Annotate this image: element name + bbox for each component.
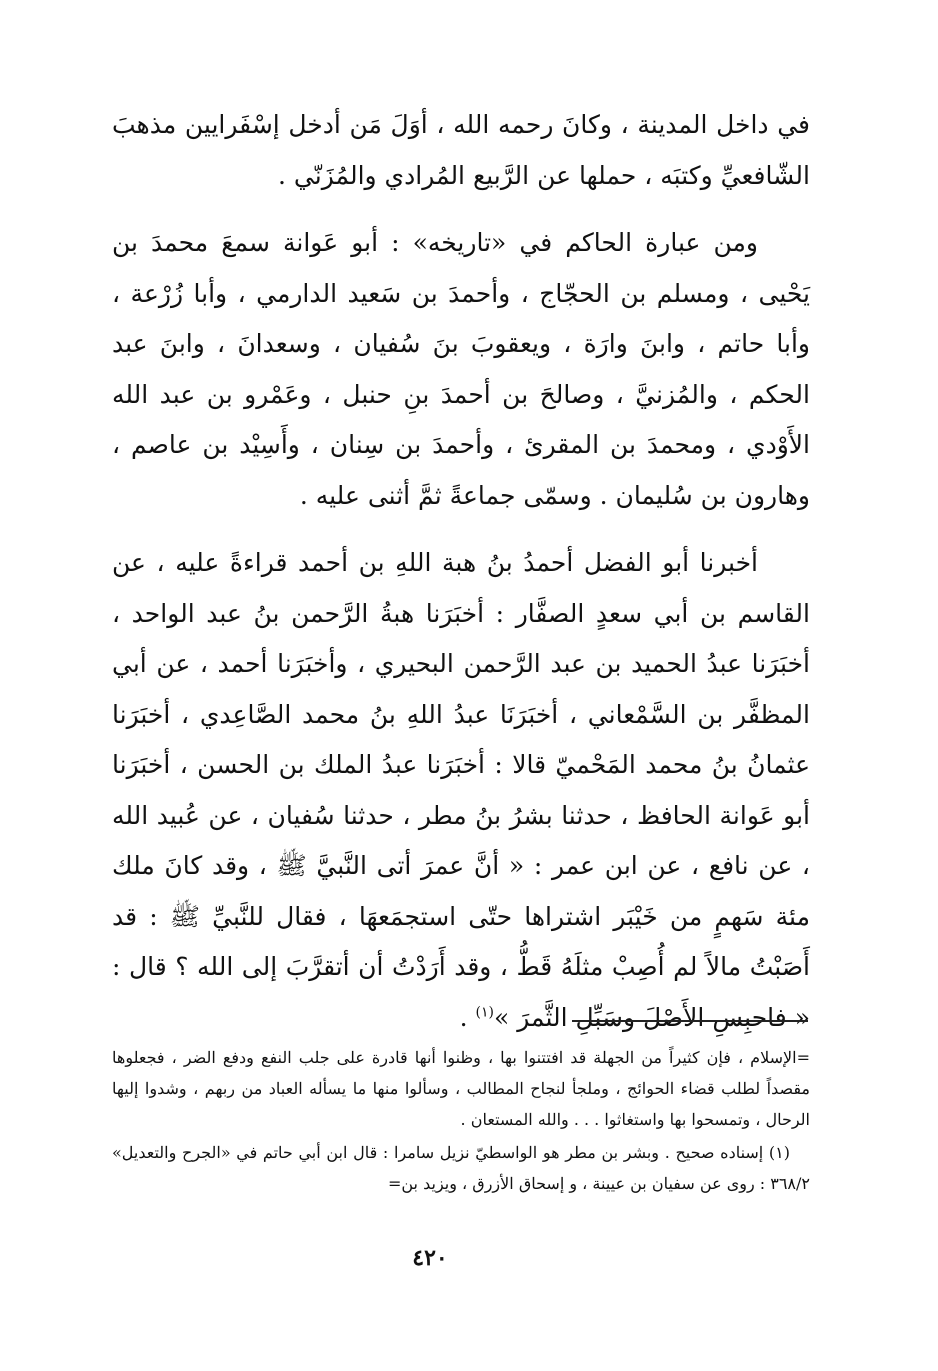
paragraph-3 [112, 538, 810, 1043]
page-number: ٤٢٠ [412, 1245, 448, 1271]
paragraph-2: ومن عبارة الحاكم في «تاريخه» : أبو عَوانة سمعَ محمدَ بن يَحْيى ، ومسلم بن الحجّاج ، وأحمدَ بن سَعيد الدارمي ، وأبا زُرْعة ، وأبا حاتم ، وابنَ وارَة ، ويعقوبَ بنَ سُفيان ، وسعدانَ ، وابنَ عبد الحكم ، والمُزنيَّ ، وصالحَ بن أحمدَ بنِ حنبل ، وعَمْرو بن عبد الله الأَوْدي ، ومحمدَ بن المقرئ ، وأحمدَ بن سِنان ، وأَسِيْد بن عاصم ، وهارون بن سُليمان . وسمّى جماعةً ثمَّ أثنى عليه . [112, 228, 810, 510]
paragraph-3-text: أخبرنا أبو الفضل أحمدُ بنُ هبة اللهِ بن أحمد قراءةً عليه ، عن القاسم بن أبي سعدٍ الصفَّار : أخبَرَنا هبةُ الرَّحمن بنُ عبد الواحد ، أخبَرَنا عبدُ الحميد بن عبد الرَّحمن البحيري ، وأخبَرَنا أحمد ، عن أبي المظفَّر بن السَّمْعاني ، أخبَرَنَا عبدُ اللهِ بنُ محمد الصَّاعِدي ، أخبَرَنا عثمانُ بنُ محمد المَحْميّ قالا : أخبَرَنا عبدُ الملك بن الحسن ، أخبَرَنا أبو عَوانة الحافظ ، حدثنا بشرُ بنُ مطر ، حدثنا سُفيان ، عن عُبيد الله ، عن نافع ، عن ابن عمر : « أنَّ عمرَ أتى النَّبيَّ ﷺ ، وقد كانَ ملك مئة سَهمٍ من خَيْبَر اشتراها حتّى استجمَعهَا ، فقال للنَّبيِّ ﷺ : قد أَصَبْتُ مالاً لم أُصِبْ مثلَهُ قَطُّ ، وقد أَرَدْتُ أن أتقرَّبَ إلى الله ؟ قال : « فاحبِسِ الأَصْلَ وسَبِّلِ الثَّمرَ » [112, 548, 810, 1032]
paragraph-3-end: . [459, 1002, 476, 1032]
footnote-divider [572, 1020, 808, 1022]
main-text-block [112, 100, 810, 1043]
footnotes-block [112, 1042, 810, 1199]
footnote-marker-1: (١) [475, 1004, 495, 1021]
footnote-1: (١) إسناده صحيح . وبشر بن مطر هو الواسطيّ نزيل سامرا : قال ابن أبي حاتم في «الجرح والتعديل» ٣٦٨/٢ : روى عن سفيان بن عيينة ، و إسحاق الأزرق ، ويزيد بن= [112, 1143, 810, 1193]
footnote-continuation: =الإسلام ، فإن كثيراً من الجهلة قد افتتنوا بها ، وظنوا أنها قادرة على جلب النفع ودفع الضر ، فجعلوها مقصداً لطلب قضاء الحوائج ، وملجأ لنجاح المطالب ، وسألوا منها ما يسأله العباد من ربهم ، وشدوا إليها الرحال ، وتمسحوا بها واستغاثوا . . . والله المستعان . [112, 1048, 811, 1129]
paragraph-1: في داخل المدينة ، وكانَ رحمه الله ، أوَلَ مَن أدخل إسْفَرايين مذهبَ الشّافعيِّ وكتبَه ، حملها عن الرَّبيع المُرادي والمُزَنّي . [112, 110, 810, 190]
